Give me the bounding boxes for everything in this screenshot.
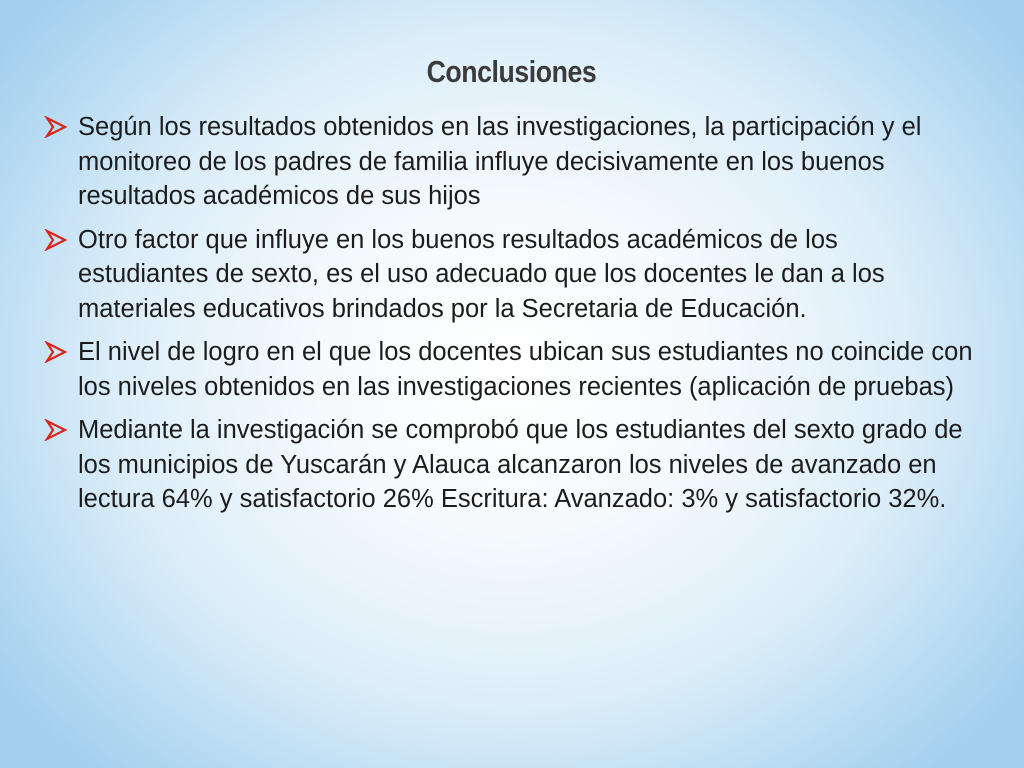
- arrow-right-icon: [44, 341, 68, 363]
- bullet-text: El nivel de logro en el que los docentes ubican sus estudiantes no coincide con los niveles obtenidos en las investigaciones recientes (aplicación de pruebas): [78, 338, 973, 401]
- bullet-item: [44, 110, 974, 214]
- arrow-right-icon: [44, 116, 68, 138]
- slide-title: Conclusiones: [426, 54, 597, 89]
- arrow-right-icon: [44, 419, 68, 441]
- bullet-text: Mediante la investigación se comprobó que los estudiantes del sexto grado de los municipios de Yuscarán y Alauca alcanzaron los niveles de avanzado en lectura 64% y satisfactorio 26% Escritura: Avanzado: 3% y satisfactorio 32%.: [78, 416, 963, 513]
- bullet-text: Según los resultados obtenidos en las investigaciones, la participación y el monitoreo de los padres de familia influye decisivamente en los buenos resultados académicos de sus hijos: [78, 113, 922, 210]
- bullet-item: [44, 335, 974, 404]
- arrow-right-icon: [44, 229, 68, 251]
- bullet-item: [44, 413, 974, 517]
- bullet-item: [44, 223, 974, 327]
- bullet-list: [44, 110, 974, 526]
- bullet-text: Otro factor que influye en los buenos resultados académicos de los estudiantes de sexto, es el uso adecuado que los docentes le dan a los materiales educativos brindados por la Secretaria de Educación.: [78, 225, 885, 323]
